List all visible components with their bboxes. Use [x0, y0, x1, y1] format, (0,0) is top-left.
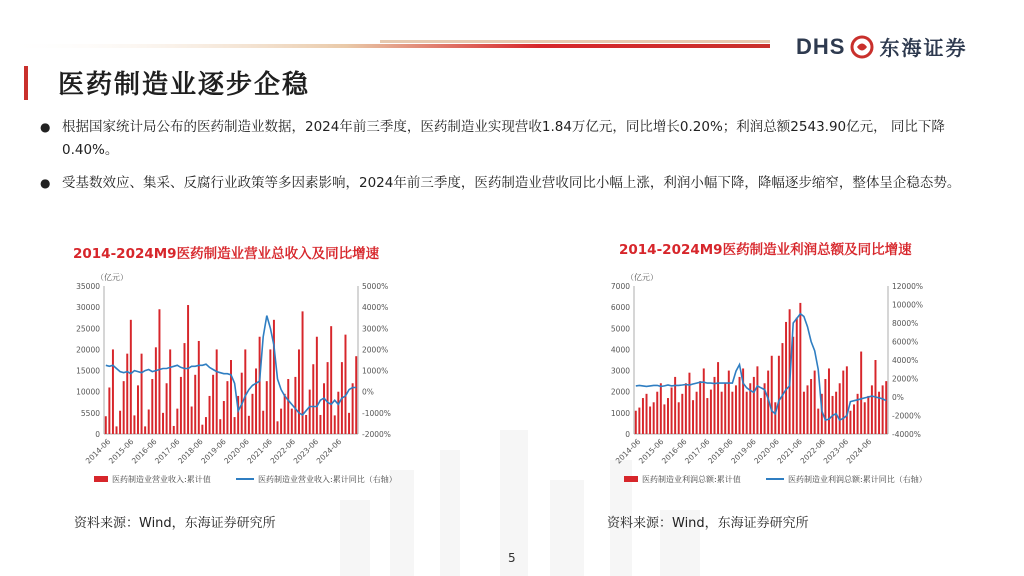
bar	[259, 337, 261, 434]
y-left-tick-label: 2000	[610, 387, 630, 397]
bar	[699, 381, 701, 434]
bar	[635, 411, 637, 434]
bullet-text: 根据国家统计局公布的医药制造业数据，2024年前三季度，医药制造业实现营收1.84万亿元，同比增长0.20%；利润总额2543.90亿元， 同比下降0.40%。	[62, 119, 945, 158]
bar	[298, 349, 300, 434]
bar	[280, 409, 282, 434]
legend-bar-swatch	[94, 476, 108, 482]
bar	[724, 383, 726, 434]
bar	[785, 322, 787, 434]
bar	[867, 396, 869, 434]
left-chart-title: 2014-2024M9医药制造业营业总收入及同比增速	[73, 246, 380, 262]
bar	[230, 360, 232, 434]
x-tick-label: 2024-06	[314, 437, 344, 466]
left-chart-source: 资料来源：Wind，东海证券研究所	[74, 516, 276, 531]
y-right-tick-label: 10000%	[892, 300, 923, 310]
bar	[864, 402, 866, 434]
bar	[882, 385, 884, 434]
bar	[714, 377, 716, 434]
bar	[287, 379, 289, 434]
x-tick-label: 2014-06	[613, 437, 643, 466]
bar	[144, 426, 146, 434]
profit-chart	[590, 268, 990, 500]
bar	[205, 417, 207, 434]
bar	[352, 383, 354, 434]
bar	[251, 394, 253, 434]
bar	[746, 392, 748, 434]
y-left-tick-label: 5500	[80, 408, 100, 418]
bar	[885, 381, 887, 434]
bar	[141, 354, 143, 434]
x-tick-label: 2019-06	[729, 437, 758, 466]
bar	[123, 381, 125, 434]
bar	[828, 368, 830, 434]
bar	[309, 390, 311, 434]
bar	[355, 356, 357, 434]
y-left-tick-label: 0	[95, 430, 100, 439]
bar	[226, 381, 228, 434]
x-tick-label: 2018-06	[706, 437, 735, 466]
bar	[344, 335, 346, 434]
y-left-tick-label: 10000	[76, 387, 100, 397]
bar	[137, 385, 139, 434]
bar	[728, 371, 730, 434]
bar	[223, 401, 225, 434]
y-right-tick-label: 4000%	[892, 356, 919, 365]
bar	[638, 408, 640, 434]
bar	[756, 366, 758, 434]
bar	[824, 379, 826, 434]
bar	[312, 364, 314, 434]
legend-label: 医药制造业利润总额:累计同比（右轴）	[788, 475, 927, 484]
bar	[305, 415, 307, 434]
y-left-tick-label: 30000	[76, 303, 100, 313]
y-right-tick-label: 0%	[892, 393, 904, 402]
bar	[696, 392, 698, 434]
y-left-tick-label: 7000	[610, 282, 630, 291]
y-left-tick-label: 5000	[610, 324, 630, 334]
bar	[273, 320, 275, 434]
bar	[173, 426, 175, 434]
y-left-tick-label: 20000	[76, 345, 100, 355]
x-tick-label: 2023-06	[821, 437, 851, 466]
x-tick-label: 2016-06	[129, 437, 159, 466]
bar	[710, 390, 712, 434]
bar	[646, 394, 648, 434]
x-tick-label: 2014-06	[83, 437, 113, 466]
bar	[731, 392, 733, 434]
bar	[814, 371, 816, 434]
bar	[277, 421, 279, 434]
bar	[212, 375, 214, 434]
bar	[778, 356, 780, 434]
logo-mark-icon	[849, 34, 875, 60]
bar	[255, 368, 257, 434]
bar	[316, 337, 318, 434]
bullet-item	[40, 116, 990, 162]
bar	[803, 392, 805, 434]
bar	[792, 337, 794, 434]
y-right-tick-label: 2000%	[892, 374, 919, 384]
bar	[151, 379, 153, 434]
bar	[116, 426, 118, 434]
bar	[269, 349, 271, 434]
x-tick-label: 2018-06	[176, 437, 205, 466]
bar	[781, 343, 783, 434]
bar	[244, 349, 246, 434]
bar	[653, 402, 655, 434]
x-tick-label: 2016-06	[659, 437, 689, 466]
y-right-tick-label: -1000%	[362, 408, 391, 418]
y-left-tick-label: 35000	[76, 282, 100, 291]
bar	[839, 383, 841, 434]
bar	[294, 377, 296, 434]
x-tick-label: 2021-06	[245, 437, 274, 466]
y-left-tick-label: 6000	[610, 303, 630, 313]
y-right-tick-label: 0%	[362, 387, 374, 397]
bar	[327, 362, 329, 434]
bar	[692, 400, 694, 434]
bar	[291, 409, 293, 434]
bar	[810, 379, 812, 434]
bar	[760, 398, 762, 434]
x-tick-label: 2017-06	[153, 437, 182, 466]
bar	[348, 413, 350, 434]
bar	[685, 383, 687, 434]
bar	[671, 387, 673, 434]
bar	[849, 411, 851, 434]
bullet-dot-icon: ●	[40, 176, 51, 190]
right-chart-source: 资料来源：Wind，东海证券研究所	[607, 516, 809, 531]
bar	[130, 320, 132, 434]
bar	[796, 318, 798, 434]
y-right-tick-label: -2000%	[362, 430, 391, 439]
bar	[108, 387, 110, 434]
bar	[184, 343, 186, 434]
bar	[180, 377, 182, 434]
bar	[209, 396, 211, 434]
y-right-tick-label: 3000%	[362, 324, 389, 334]
y-left-tick-label: 25000	[76, 324, 100, 334]
bar	[706, 398, 708, 434]
y-right-tick-label: -4000%	[892, 430, 921, 439]
x-tick-label: 2023-06	[291, 437, 321, 466]
bar	[649, 407, 651, 434]
bar	[166, 383, 168, 434]
bar	[753, 377, 755, 434]
y-left-tick-label: 1000	[610, 408, 630, 418]
x-tick-label: 2017-06	[683, 437, 712, 466]
bar	[703, 368, 705, 434]
bar	[112, 349, 114, 434]
x-tick-label: 2021-06	[775, 437, 804, 466]
y-right-tick-label: -2000%	[892, 411, 921, 421]
company-logo	[796, 32, 967, 61]
bar	[337, 392, 339, 434]
x-tick-label: 2015-06	[106, 437, 136, 466]
bar	[155, 347, 157, 434]
bar	[860, 352, 862, 434]
bar	[663, 404, 665, 434]
bar	[774, 402, 776, 434]
bullet-dot-icon: ●	[40, 120, 51, 134]
x-tick-label: 2024-06	[844, 437, 874, 466]
bar	[735, 385, 737, 434]
bar	[119, 411, 121, 434]
bar	[799, 303, 801, 434]
bar	[688, 373, 690, 434]
bar	[266, 381, 268, 434]
bar	[330, 326, 332, 434]
x-tick-label: 2022-06	[268, 437, 298, 466]
bar	[162, 413, 164, 434]
y-left-tick-label: 0	[625, 430, 630, 439]
y-left-tick-label: 4000	[610, 345, 630, 355]
y-right-tick-label: 4000%	[362, 303, 389, 313]
x-tick-label: 2022-06	[798, 437, 828, 466]
bar	[105, 416, 107, 434]
revenue-chart	[60, 268, 460, 500]
bar	[660, 383, 662, 434]
bar	[191, 407, 193, 434]
unit-label: （亿元）	[96, 273, 128, 282]
legend-label: 医药制造业营业收入:累计同比（右轴）	[258, 475, 397, 484]
bar	[176, 409, 178, 434]
bar	[771, 356, 773, 434]
bullet-text: 受基数效应、集采、反腐行业政策等多因素影响，2024年前三季度，医药制造业营收同比小幅上涨，利润小幅下降，降幅逐步缩窄，整体呈企稳态势。	[62, 175, 961, 191]
title-accent-bar	[24, 66, 28, 100]
y-right-tick-label: 8000%	[892, 319, 919, 328]
legend-bar-swatch	[624, 476, 638, 482]
right-chart-title: 2014-2024M9医药制造业利润总额及同比增速	[619, 242, 912, 258]
bar	[133, 415, 135, 434]
bar	[842, 371, 844, 434]
y-right-tick-label: 1000%	[362, 366, 389, 376]
bar	[807, 385, 809, 434]
bar	[234, 417, 236, 434]
bullet-list	[40, 116, 990, 205]
bar	[194, 375, 196, 434]
y-right-tick-label: 12000%	[892, 282, 923, 291]
bar	[334, 415, 336, 434]
y-right-tick-label: 6000%	[892, 337, 919, 347]
bar	[739, 377, 741, 434]
bar	[158, 309, 160, 434]
bar	[126, 354, 128, 434]
bar	[319, 415, 321, 434]
bar	[248, 416, 250, 434]
bar	[216, 349, 218, 434]
unit-label: （亿元）	[626, 273, 658, 282]
bar	[678, 402, 680, 434]
bar	[667, 398, 669, 434]
page-title: 医药制造业逐步企稳	[58, 70, 311, 100]
legend-label: 医药制造业营业收入:累计值	[112, 475, 211, 484]
bar	[846, 366, 848, 434]
x-tick-label: 2015-06	[636, 437, 666, 466]
bar	[721, 392, 723, 434]
bar	[198, 341, 200, 434]
logo-latin: DHS	[796, 33, 846, 59]
x-tick-label: 2020-06	[752, 437, 781, 466]
bar	[642, 398, 644, 434]
bar	[219, 419, 221, 434]
bar	[853, 404, 855, 434]
legend-label: 医药制造业利润总额:累计值	[642, 475, 741, 484]
bar	[148, 409, 150, 434]
logo-chinese: 东海证券	[879, 36, 968, 60]
bar	[284, 394, 286, 434]
bar	[169, 349, 171, 434]
bar	[681, 394, 683, 434]
bar	[656, 392, 658, 434]
bullet-item	[40, 172, 990, 195]
bar	[717, 362, 719, 434]
bar	[817, 409, 819, 434]
bar	[323, 383, 325, 434]
bar	[201, 425, 203, 434]
x-tick-label: 2019-06	[199, 437, 228, 466]
x-tick-label: 2020-06	[222, 437, 251, 466]
y-left-tick-label: 3000	[610, 366, 630, 376]
page-number: 5	[508, 551, 516, 565]
y-left-tick-label: 15000	[76, 366, 100, 376]
y-right-tick-label: 2000%	[362, 345, 389, 355]
y-right-tick-label: 5000%	[362, 282, 389, 291]
bar	[187, 305, 189, 434]
bar	[262, 411, 264, 434]
bar	[871, 385, 873, 434]
